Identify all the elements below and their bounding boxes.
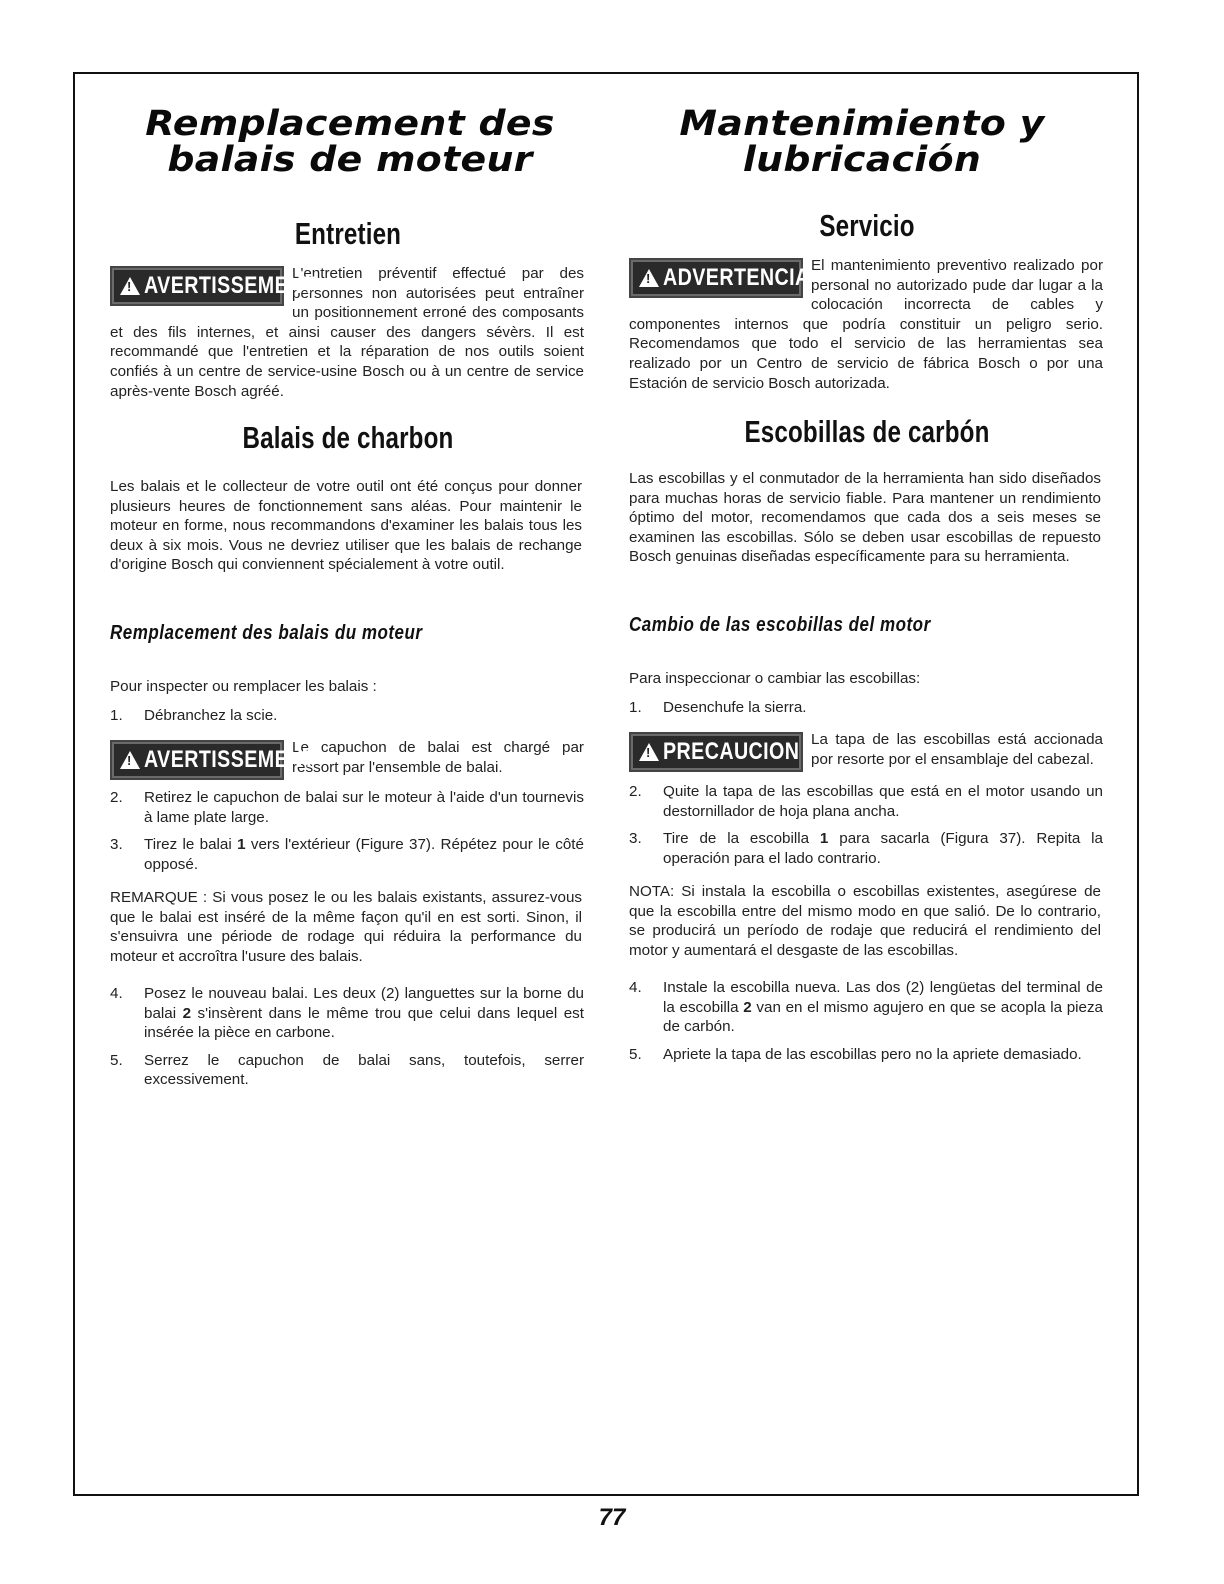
left-warning1-text: L'entretien préventif effectué par des personnes non autorisées peut entraîner un positionnement erroné des composants et des fils internes, et ainsi causer des dangers sévèrs. Il est recommandé que l'entretien et la réparation de nos outils soient confiés à un centre de service-usine Bosch ou à un centre de service après-vente Bosch agréé. [110, 265, 584, 400]
warning-badge: ! PRECAUCION [629, 732, 803, 772]
left-section2-text: Les balais et le collecteur de votre outil ont été conçus pour donner plusieurs heures de fonctionnement sans aléas. Pour maintenir le moteur en forme, nous recommandons d'examiner les balais tous les deux à six mois. Vous ne devriez utiliser que les balais de rechange d'origine Bosch qui conviennent spécialement à votre outil. [110, 478, 582, 574]
left-section2-title: Balais de charbon [242, 420, 454, 455]
page-number: 77 [598, 1504, 626, 1531]
right-title-line1: Mantenimiento y [679, 104, 1045, 144]
list-item: 2. Quite la tapa de las escobillas que está en el motor usando un destornillador de hoja plana ancha. [629, 783, 1103, 820]
list-item: 1. Débranchez la scie. [110, 707, 278, 724]
left-subsection-title: Remplacement des balais du moteur [110, 622, 423, 644]
right-warning2 [629, 730, 1103, 774]
left-warning2 [110, 738, 584, 782]
right-title-line2: lubricación [742, 140, 982, 180]
list-item: 2. Retirez le capuchon de balai sur le moteur à l'aide d'un tournevis à lame plate large. [110, 789, 584, 826]
right-steps-a [629, 698, 1103, 726]
list-item: 5. Serrez le capuchon de balai sans, toutefois, serrer excessivement. [110, 1051, 584, 1089]
right-warning1 [629, 256, 1103, 393]
list-item: 4. Posez le nouveau balai. Les deux (2) languettes sur la borne du balai 2 s'insèrent dans le même trou que celui dans lequel est insérée la pièce en carbone. [110, 985, 584, 1042]
list-item: 5. Apriete la tapa de las escobillas pero no la apriete demasiado. [629, 1045, 1082, 1063]
list-item: 1. Desenchufe la sierra. [629, 699, 807, 716]
left-title-line2: balais de moteur [167, 140, 533, 180]
left-intro: Pour inspecter ou remplacer les balais : [110, 678, 377, 695]
warning-triangle-icon [639, 743, 659, 761]
right-steps-c [629, 978, 1103, 1072]
right-section2-title: Escobillas de carbón [744, 414, 990, 449]
warning-badge: ! AVERTISSEMENT [110, 266, 284, 306]
left-steps-c [110, 984, 584, 1098]
left-steps-b [110, 788, 584, 882]
warning-triangle-icon [120, 751, 140, 769]
list-item: 3. Tire de la escobilla 1 para sacarla (Figura 37). Repita la operación para el lado contrario. [629, 830, 1103, 867]
warning-triangle-icon [120, 277, 140, 295]
list-item: 3. Tirez le balai 1 vers l'extérieur (Figure 37). Répétez pour le côté opposé. [110, 836, 584, 873]
right-intro: Para inspeccionar o cambiar las escobillas: [629, 670, 921, 687]
right-main-title [603, 106, 1121, 178]
warning-triangle-icon [639, 269, 659, 287]
left-section1-title: Entretien [294, 216, 402, 251]
left-warning2-text: Le capuchon de balai est chargé par ressort par l'ensemble de balai. [292, 739, 584, 776]
left-steps-a [110, 706, 584, 734]
list-item: 4. Instale la escobilla nueva. Las dos (2) lengüetas del terminal de la escobilla 2 van en el mismo agujero en que se acopla la pieza de carbón. [629, 979, 1104, 1036]
left-title-line1: Remplacement des [145, 104, 555, 144]
warning-badge: ! AVERTISSEMENT [110, 740, 284, 780]
right-warning1-text: El mantenimiento preventivo realizado por personal no autorizado pude dar lugar a la colocación incorrecta de cables y componentes internos que podría constituir un peligro serio. Recomendamos que todo el servicio de las herramientas sea realizado por un Centro de servicio de fábrica Bosch o por una Estación de servicio Bosch autorizada. [629, 257, 1103, 392]
right-steps-b [629, 782, 1103, 876]
right-note: NOTA: Si instala la escobilla o escobillas existentes, asegúrese de que la escobilla entre del mismo modo en que salió. De lo contrario, se producirá un período de rodaje que reducirá el rendimiento del motor y aumentará el desgaste de las escobillas. [629, 883, 1101, 959]
left-main-title [91, 106, 609, 178]
right-subsection-title: Cambio de las escobillas del motor [629, 614, 931, 636]
right-warning2-text: La tapa de las escobillas está accionada por resorte por el ensamblaje del cabezal. [811, 731, 1103, 768]
left-note: REMARQUE : Si vous posez le ou les balais existants, assurez-vous que le balai est inséré de la même façon qu'il en est sorti. Sinon, il s'ensuivra une période de rodage qui réduira la performance du moteur et accroîtra l'usure des balais. [110, 889, 582, 965]
right-section2-text: Las escobillas y el conmutador de la herramienta han sido diseñados para muchas horas de servicio fiable. Para mantener un rendimiento óptimo del motor, recomendamos que cada dos a seis meses se examinen las escobillas. Sólo se deben usar escobillas de repuesto Bosch genuinas diseñadas específicamente para su herramienta. [629, 470, 1101, 566]
right-section1-title: Servicio [819, 208, 915, 243]
warning-badge: ! ADVERTENCIA [629, 258, 803, 298]
left-warning1 [110, 264, 584, 401]
